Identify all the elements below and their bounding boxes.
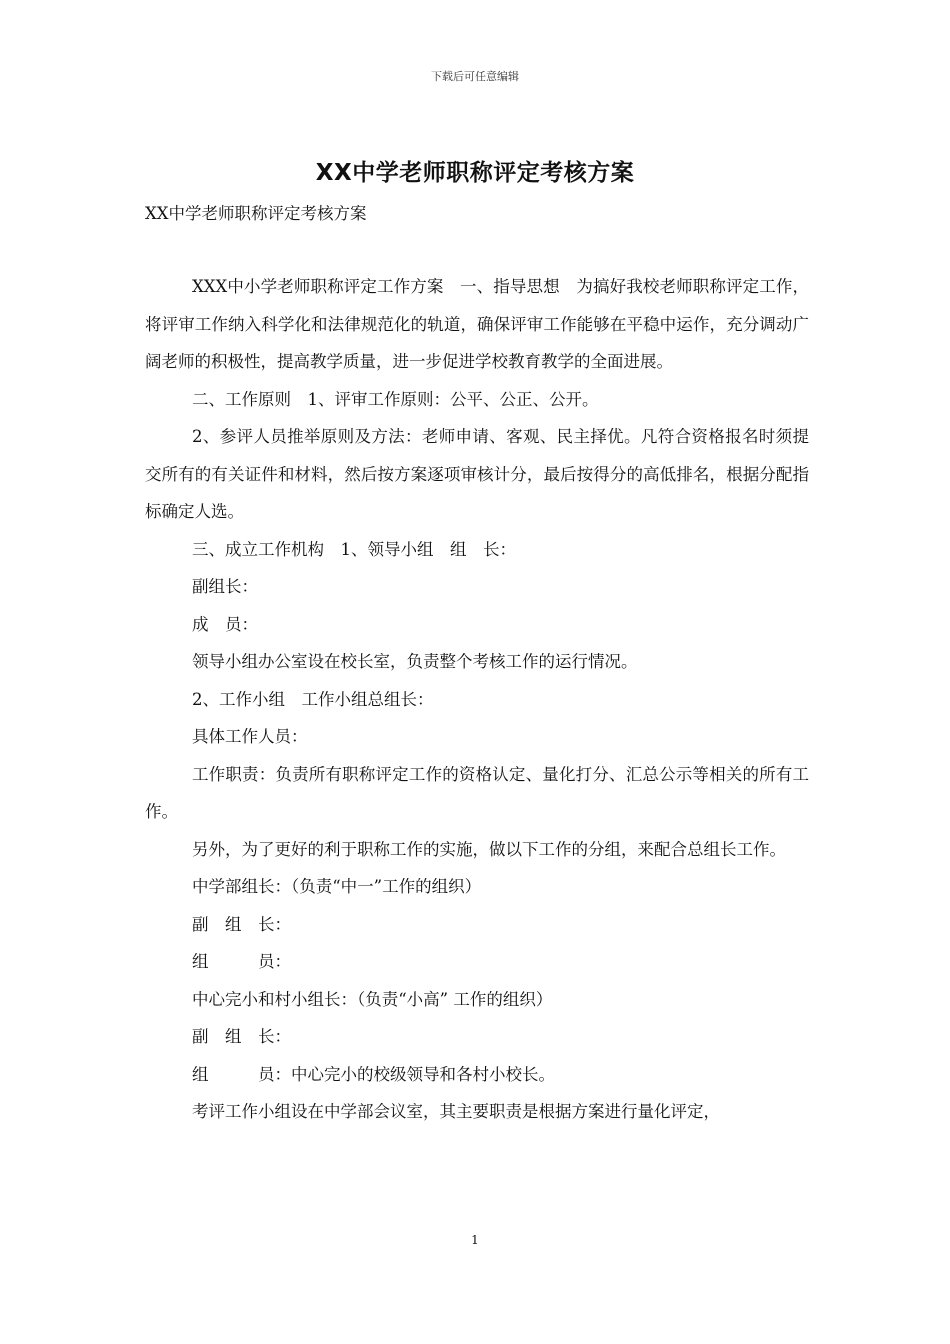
paragraph-guiding-ideology: XXX中小学老师职称评定工作方案 一、指导思想 为搞好我校老师职称评定工作，将评审工作纳入科学化和法律规范化的轨道，确保评审工作能够在平稳中运作，充分调动广阔老师的积极性，提高教学质量，进一步促进学校教育教学的全面进展。 bbox=[145, 277, 809, 371]
paragraph-members: 成 员： bbox=[192, 614, 258, 634]
paragraph-office: 领导小组办公室设在校长室，负责整个考核工作的运行情况。 bbox=[192, 652, 638, 671]
paragraph-duties: 工作职责：负责所有职称评定工作的资格认定、量化打分、汇总公示等相关的所有工作。 bbox=[145, 764, 809, 821]
paragraph-middle-school-members: 组 员： bbox=[192, 952, 291, 971]
paragraph-work-principles: 二、工作原则 1、评审工作原则：公平、公正、公开。 bbox=[192, 389, 599, 409]
document-subtitle: XX中学老师职称评定考核方案 bbox=[145, 204, 367, 223]
paragraph-subgroups: 另外，为了更好的利于职称工作的实施，做以下工作的分组，来配合总组长工作。 bbox=[192, 839, 786, 859]
page-number: 1 bbox=[471, 1233, 479, 1247]
paragraph-selection-principles: 2、参评人员推举原则及方法：老师申请、客观、民主择优。凡符合资格报名时须提交所有的有关证件和材料，然后按方案逐项审核计分，最后按得分的高低排名，根据分配指标确定人选。 bbox=[145, 427, 809, 521]
header-note: 下载后可任意编辑 bbox=[431, 70, 519, 83]
paragraph-evaluation-group: 考评工作小组设在中学部会议室，其主要职责是根据方案进行量化评定， bbox=[192, 1102, 720, 1121]
paragraph-middle-school-deputy: 副 组 长： bbox=[192, 914, 291, 934]
document-title: XX中学老师职称评定考核方案 bbox=[315, 160, 635, 186]
paragraph-leading-group: 三、成立工作机构 1、领导小组 组 长： bbox=[192, 539, 516, 559]
paragraph-work-group: 2、工作小组 工作小组总组长： bbox=[192, 689, 434, 709]
paragraph-deputy-leader: 副组长： bbox=[192, 577, 258, 596]
paragraph-primary-members: 组 员：中心完小的校级领导和各村小校长。 bbox=[192, 1064, 555, 1084]
paragraph-middle-school-leader: 中学部组长：（负责“中一”工作的组织） bbox=[192, 877, 482, 896]
paragraph-primary-leader: 中心完小和村小组长：（负责“小高” 工作的组织） bbox=[192, 989, 553, 1009]
paragraph-primary-deputy: 副 组 长： bbox=[192, 1027, 291, 1046]
document-body bbox=[145, 268, 809, 1131]
paragraph-staff: 具体工作人员： bbox=[192, 727, 308, 746]
